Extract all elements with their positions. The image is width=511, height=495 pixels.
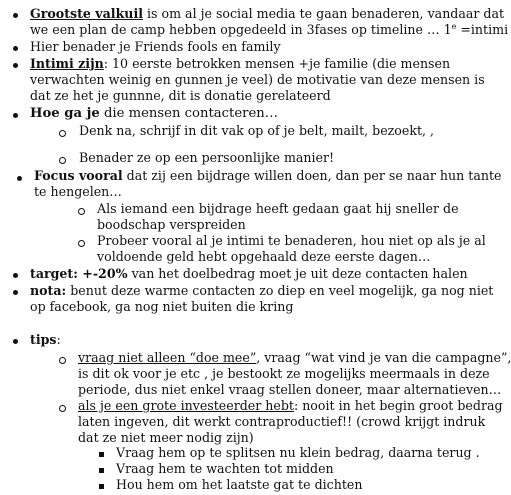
nota-heading: nota: [30,283,67,298]
focus-vooral-heading: Focus vooral [34,168,123,183]
circle-bullet-icon [78,240,85,247]
subsubitem-splitsen: Vraag hem op te splitsen nu klein bedrag, daarna terug . [116,445,480,460]
subitem-bijdrage-line1: Als iemand een bijdrage heeft gedaan gaat hij sneller de [97,201,459,216]
subsubitem-wachten: Vraag hem te wachten tot midden [116,461,334,476]
item-nota-line1: nota: benut deze warme contacten zo diep en veel mogelijk, ga nog niet [30,283,494,298]
bullet-icon [13,13,18,18]
item-tips: tips: [30,332,61,347]
bullet-icon [13,46,18,51]
subitem-investeerder-line3: dat ze niet meer nodig zijn) [78,430,254,445]
bullet-icon [17,176,22,181]
item-focus-vooral-line2: te hengelen… [34,184,122,199]
subitem-bijdrage-line2: boodschap verspreiden [97,217,246,232]
bullet-icon [13,113,18,118]
square-bullet-icon [99,468,104,473]
item-intimi-line2: verwachten weinig en gunnen je veel) de motivatie van deze mensen is [30,72,485,87]
bullet-icon [13,273,18,278]
hoe-ga-je-heading: Hoe ga je [30,106,100,121]
item-nota-line2: op facebook, ga nog niet buiten die kring [30,299,294,314]
item-target: target: +-20% van het doelbedrag moet je uit deze contacten halen [30,266,468,281]
subitem-intimi-benaderen-line1: Probeer vooral al je intimi te benaderen, hou niet op als je al [97,233,486,248]
square-bullet-icon [99,484,104,489]
bullet-icon [13,339,18,344]
item-grootste-valkuil-line1: Grootste valkuil is om al je social media te gaan benaderen, vandaar dat [30,6,505,21]
subitem-vraag-niet-alleen-line3: periode, dus niet enkel vraag stellen doneer, maar alternatieven… [78,382,502,397]
target-heading: target: +-20% [30,266,128,281]
circle-bullet-icon [59,405,66,412]
investeerder-heading: als je een grote investeerder hebt [78,398,294,413]
bullet-icon [13,290,18,295]
item-hoe-ga-je: Hoe ga je die mensen contacteren… [30,106,278,121]
subitem-denk-na: Denk na, schrijf in dit vak op of je belt, mailt, bezoekt, , [79,123,435,138]
subitem-vraag-niet-alleen-line2: is dit ok voor je etc , je bestookt ze mogelijks meermaals in deze [78,366,490,381]
subitem-intimi-benaderen-line2: voldoende geld hebt opgehaald deze eerste dagen… [97,249,431,264]
item-friends-fools-family: Hier benader je Friends fools en family [30,39,281,54]
grootste-valkuil-heading: Grootste valkuil [30,6,144,21]
subsubitem-laatste-gat: Hou hem om het laatste gat te dichten [116,477,363,492]
item-focus-vooral-line1: Focus vooral dat zij een bijdrage willen doen, dan per se naar hun tante [34,168,502,183]
circle-bullet-icon [59,157,66,164]
subitem-investeerder-line2: laten ingeven, dit werkt contraproductief!! (crowd krijgt indruk [78,414,486,429]
subitem-vraag-niet-alleen-line1: vraag niet alleen “doe mee”, vraag “wat vind je van die campagne”, [78,350,511,365]
subitem-benader-persoonlijk: Benader ze op een persoonlijke manier! [79,150,335,165]
tips-heading: tips [30,332,57,347]
intimi-zijn-heading: Intimi zijn [30,56,104,71]
item-intimi-line3: dat ze het je gunnne, dit is donatie gerelateerd [30,88,331,103]
item-grootste-valkuil-line2: we een plan de camp hebben opgedeeld in 3fases op timeline … $1^e$ =intimi [30,21,509,37]
subitem-investeerder-line1: als je een grote investeerder hebt: nooit in het begin groot bedrag [78,398,503,413]
bullet-icon [13,63,18,68]
vraag-niet-alleen-heading: vraag niet alleen “doe mee” [78,350,257,365]
circle-bullet-icon [59,130,66,137]
circle-bullet-icon [78,208,85,215]
square-bullet-icon [99,452,104,457]
item-intimi-line1: Intimi zijn: 10 eerste betrokken mensen +je familie (die mensen [30,56,451,71]
circle-bullet-icon [59,357,66,364]
